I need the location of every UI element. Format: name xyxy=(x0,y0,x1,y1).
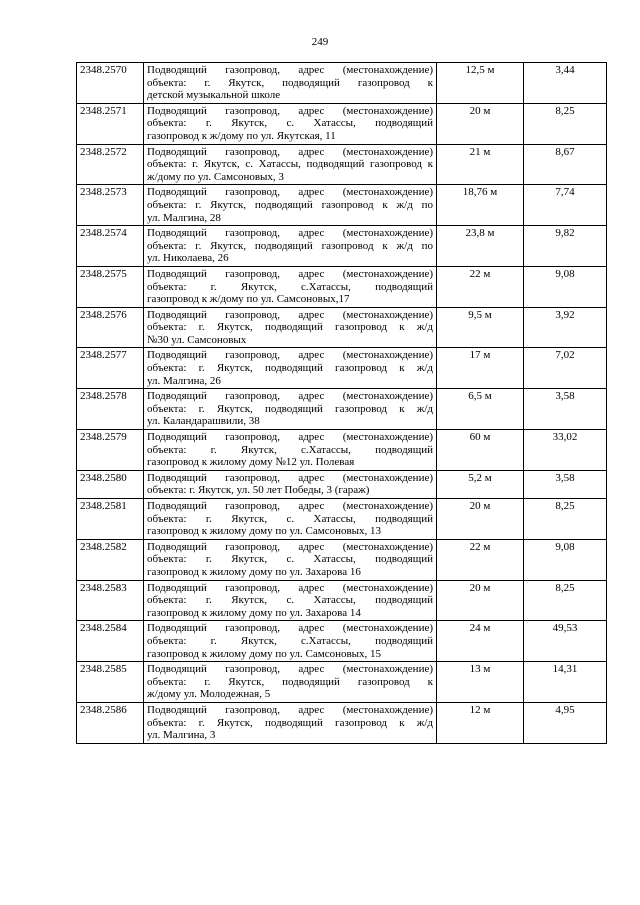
description-line: ж/дому ул. Молодежная, 5 xyxy=(147,688,271,701)
length-cell: 60 м xyxy=(437,430,524,471)
description-line: объекта: г. Якутск, с. Хатассы, подводящий газопровод к xyxy=(147,158,433,171)
description-line: объекта: г. Якутск, подводящий газопровод к ж/д по xyxy=(147,239,433,252)
table-row xyxy=(77,662,607,703)
description-line: объекта: г. Якутск, подводящий газопровод к ж/д xyxy=(147,716,433,729)
description-line: объекта: г. Якутск, подводящий газопровод к xyxy=(147,76,433,89)
object-description-cell xyxy=(144,470,437,498)
object-description-cell xyxy=(144,185,437,226)
table-row xyxy=(77,580,607,621)
description-line: ул. Малгина, 3 xyxy=(147,729,216,742)
object-code-cell: 2348.2578 xyxy=(77,389,144,430)
description-line: объекта: г. Якутск, подводящий газопровод к ж/д xyxy=(147,362,433,375)
table-row xyxy=(77,185,607,226)
length-cell: 6,5 м xyxy=(437,389,524,430)
description-line: Подводящий газопровод, адрес (местонахождение) xyxy=(147,581,433,594)
description-line: Подводящий газопровод, адрес (местонахождение) xyxy=(147,267,433,280)
description-line: объекта: г. Якутск, с. Хатассы, подводящий xyxy=(147,553,433,566)
description-line: ул. Николаева, 26 xyxy=(147,252,229,265)
value-cell: 49,53 xyxy=(524,621,607,662)
object-code-cell: 2348.2576 xyxy=(77,307,144,348)
object-code-cell: 2348.2584 xyxy=(77,621,144,662)
description-line: газопровод к жилому дому по ул. Самсоновых, 15 xyxy=(147,647,382,660)
description-line: Подводящий газопровод, адрес (местонахождение) xyxy=(147,663,433,676)
description-line: газопровод к ж/дому по ул. Самсоновых,17 xyxy=(147,293,350,306)
description-line: Подводящий газопровод, адрес (местонахождение) xyxy=(147,186,433,199)
object-code-cell: 2348.2571 xyxy=(77,103,144,144)
description-line: Подводящий газопровод, адрес (местонахождение) xyxy=(147,540,433,553)
length-cell: 12 м xyxy=(437,702,524,743)
object-code-cell: 2348.2570 xyxy=(77,63,144,104)
object-description-cell xyxy=(144,226,437,267)
description-line: объекта: г. Якутск, подводящий газопровод к ж/д по xyxy=(147,198,433,211)
length-cell: 17 м xyxy=(437,348,524,389)
table-row xyxy=(77,470,607,498)
description-line: газопровод к ж/дому по ул. Якутская, 11 xyxy=(147,129,336,142)
object-description-cell xyxy=(144,144,437,185)
table-row xyxy=(77,63,607,104)
object-description-cell xyxy=(144,621,437,662)
length-cell: 20 м xyxy=(437,103,524,144)
length-cell: 24 м xyxy=(437,621,524,662)
table-row xyxy=(77,266,607,307)
object-code-cell: 2348.2572 xyxy=(77,144,144,185)
value-cell: 3,92 xyxy=(524,307,607,348)
description-line: газопровод к жилому дому №12 ул. Полевая xyxy=(147,456,355,469)
object-code-cell: 2348.2583 xyxy=(77,580,144,621)
description-line: ул. Малгина, 26 xyxy=(147,374,221,387)
description-line: объекта: г. Якутск, с. Хатассы, подводящий xyxy=(147,512,433,525)
description-line: объекта: г. Якутск, ул. 50 лет Победы, 3 (гараж) xyxy=(147,484,370,497)
value-cell: 7,74 xyxy=(524,185,607,226)
object-code-cell: 2348.2582 xyxy=(77,539,144,580)
object-code-cell: 2348.2585 xyxy=(77,662,144,703)
description-line: газопровод к жилому дому по ул. Самсоновых, 13 xyxy=(147,525,382,538)
length-cell: 22 м xyxy=(437,539,524,580)
object-code-cell: 2348.2577 xyxy=(77,348,144,389)
object-description-cell xyxy=(144,389,437,430)
table-row xyxy=(77,348,607,389)
table-row xyxy=(77,307,607,348)
value-cell: 9,08 xyxy=(524,266,607,307)
description-line: объекта: г. Якутск, подводящий газопровод к xyxy=(147,675,433,688)
length-cell: 21 м xyxy=(437,144,524,185)
object-code-cell: 2348.2580 xyxy=(77,470,144,498)
description-line: ж/дому по ул. Самсоновых, 3 xyxy=(147,170,284,183)
description-line: Подводящий газопровод, адрес (местонахождение) xyxy=(147,431,433,444)
value-cell: 14,31 xyxy=(524,662,607,703)
length-cell: 20 м xyxy=(437,499,524,540)
description-line: Подводящий газопровод, адрес (местонахождение) xyxy=(147,349,433,362)
object-description-cell xyxy=(144,266,437,307)
table-row xyxy=(77,389,607,430)
length-cell: 18,76 м xyxy=(437,185,524,226)
object-description-cell xyxy=(144,499,437,540)
description-line: ул. Каландарашвили, 38 xyxy=(147,415,260,428)
object-code-cell: 2348.2586 xyxy=(77,702,144,743)
object-description-cell xyxy=(144,662,437,703)
value-cell: 8,25 xyxy=(524,103,607,144)
length-cell: 20 м xyxy=(437,580,524,621)
length-cell: 12,5 м xyxy=(437,63,524,104)
length-cell: 22 м xyxy=(437,266,524,307)
object-description-cell xyxy=(144,103,437,144)
description-line: детской музыкальной школе xyxy=(147,89,281,102)
registry-rows xyxy=(77,63,607,744)
table-row xyxy=(77,621,607,662)
object-code-cell: 2348.2575 xyxy=(77,266,144,307)
description-line: Подводящий газопровод, адрес (местонахождение) xyxy=(147,390,433,403)
table-row xyxy=(77,103,607,144)
object-code-cell: 2348.2581 xyxy=(77,499,144,540)
value-cell: 8,67 xyxy=(524,144,607,185)
value-cell: 4,95 xyxy=(524,702,607,743)
length-cell: 9,5 м xyxy=(437,307,524,348)
table-row xyxy=(77,539,607,580)
table-row xyxy=(77,702,607,743)
description-line: объекта: г. Якутск, с.Хатассы, подводящий xyxy=(147,443,433,456)
description-line: объекта: г. Якутск, подводящий газопровод к ж/д xyxy=(147,321,433,334)
table-row xyxy=(77,144,607,185)
description-line: объекта: г. Якутск, с.Хатассы, подводящий xyxy=(147,634,433,647)
description-line: газопровод к жилому дому по ул. Захарова 14 xyxy=(147,606,361,619)
value-cell: 3,58 xyxy=(524,389,607,430)
description-line: Подводящий газопровод, адрес (местонахождение) xyxy=(147,104,433,117)
description-line: объекта: г. Якутск, с. Хатассы, подводящий xyxy=(147,594,433,607)
description-line: ул. Малгина, 28 xyxy=(147,211,221,224)
table-row xyxy=(77,226,607,267)
length-cell: 23,8 м xyxy=(437,226,524,267)
value-cell: 7,02 xyxy=(524,348,607,389)
table-row xyxy=(77,499,607,540)
object-description-cell xyxy=(144,430,437,471)
description-line: газопровод к жилому дому по ул. Захарова 16 xyxy=(147,565,361,578)
value-cell: 9,08 xyxy=(524,539,607,580)
description-line: Подводящий газопровод, адрес (местонахождение) xyxy=(147,500,433,512)
value-cell: 8,25 xyxy=(524,499,607,540)
description-line: объекта: г. Якутск, подводящий газопровод к ж/д xyxy=(147,402,433,415)
description-line: объекта: г. Якутск, с.Хатассы, подводящий xyxy=(147,280,433,293)
value-cell: 9,82 xyxy=(524,226,607,267)
object-code-cell: 2348.2573 xyxy=(77,185,144,226)
object-description-cell xyxy=(144,580,437,621)
object-code-cell: 2348.2574 xyxy=(77,226,144,267)
object-description-cell xyxy=(144,702,437,743)
registry-table xyxy=(76,62,607,744)
object-description-cell xyxy=(144,539,437,580)
description-line: объекта: г. Якутск, с. Хатассы, подводящий xyxy=(147,117,433,130)
description-line: Подводящий газопровод, адрес (местонахождение) xyxy=(147,64,433,76)
description-line: Подводящий газопровод, адрес (местонахождение) xyxy=(147,227,433,240)
value-cell: 33,02 xyxy=(524,430,607,471)
page-number: 249 xyxy=(311,36,329,48)
description-line: Подводящий газопровод, адрес (местонахождение) xyxy=(147,145,433,158)
table-row xyxy=(77,430,607,471)
length-cell: 13 м xyxy=(437,662,524,703)
object-description-cell xyxy=(144,348,437,389)
value-cell: 8,25 xyxy=(524,580,607,621)
object-code-cell: 2348.2579 xyxy=(77,430,144,471)
description-line: Подводящий газопровод, адрес (местонахождение) xyxy=(147,308,433,321)
description-line: Подводящий газопровод, адрес (местонахождение) xyxy=(147,471,433,484)
length-cell: 5,2 м xyxy=(437,470,524,498)
object-description-cell xyxy=(144,63,437,104)
value-cell: 3,58 xyxy=(524,470,607,498)
description-line: №30 ул. Самсоновых xyxy=(147,333,247,346)
description-line: Подводящий газопровод, адрес (местонахождение) xyxy=(147,703,433,716)
value-cell: 3,44 xyxy=(524,63,607,104)
object-description-cell xyxy=(144,307,437,348)
description-line: Подводящий газопровод, адрес (местонахождение) xyxy=(147,622,433,635)
